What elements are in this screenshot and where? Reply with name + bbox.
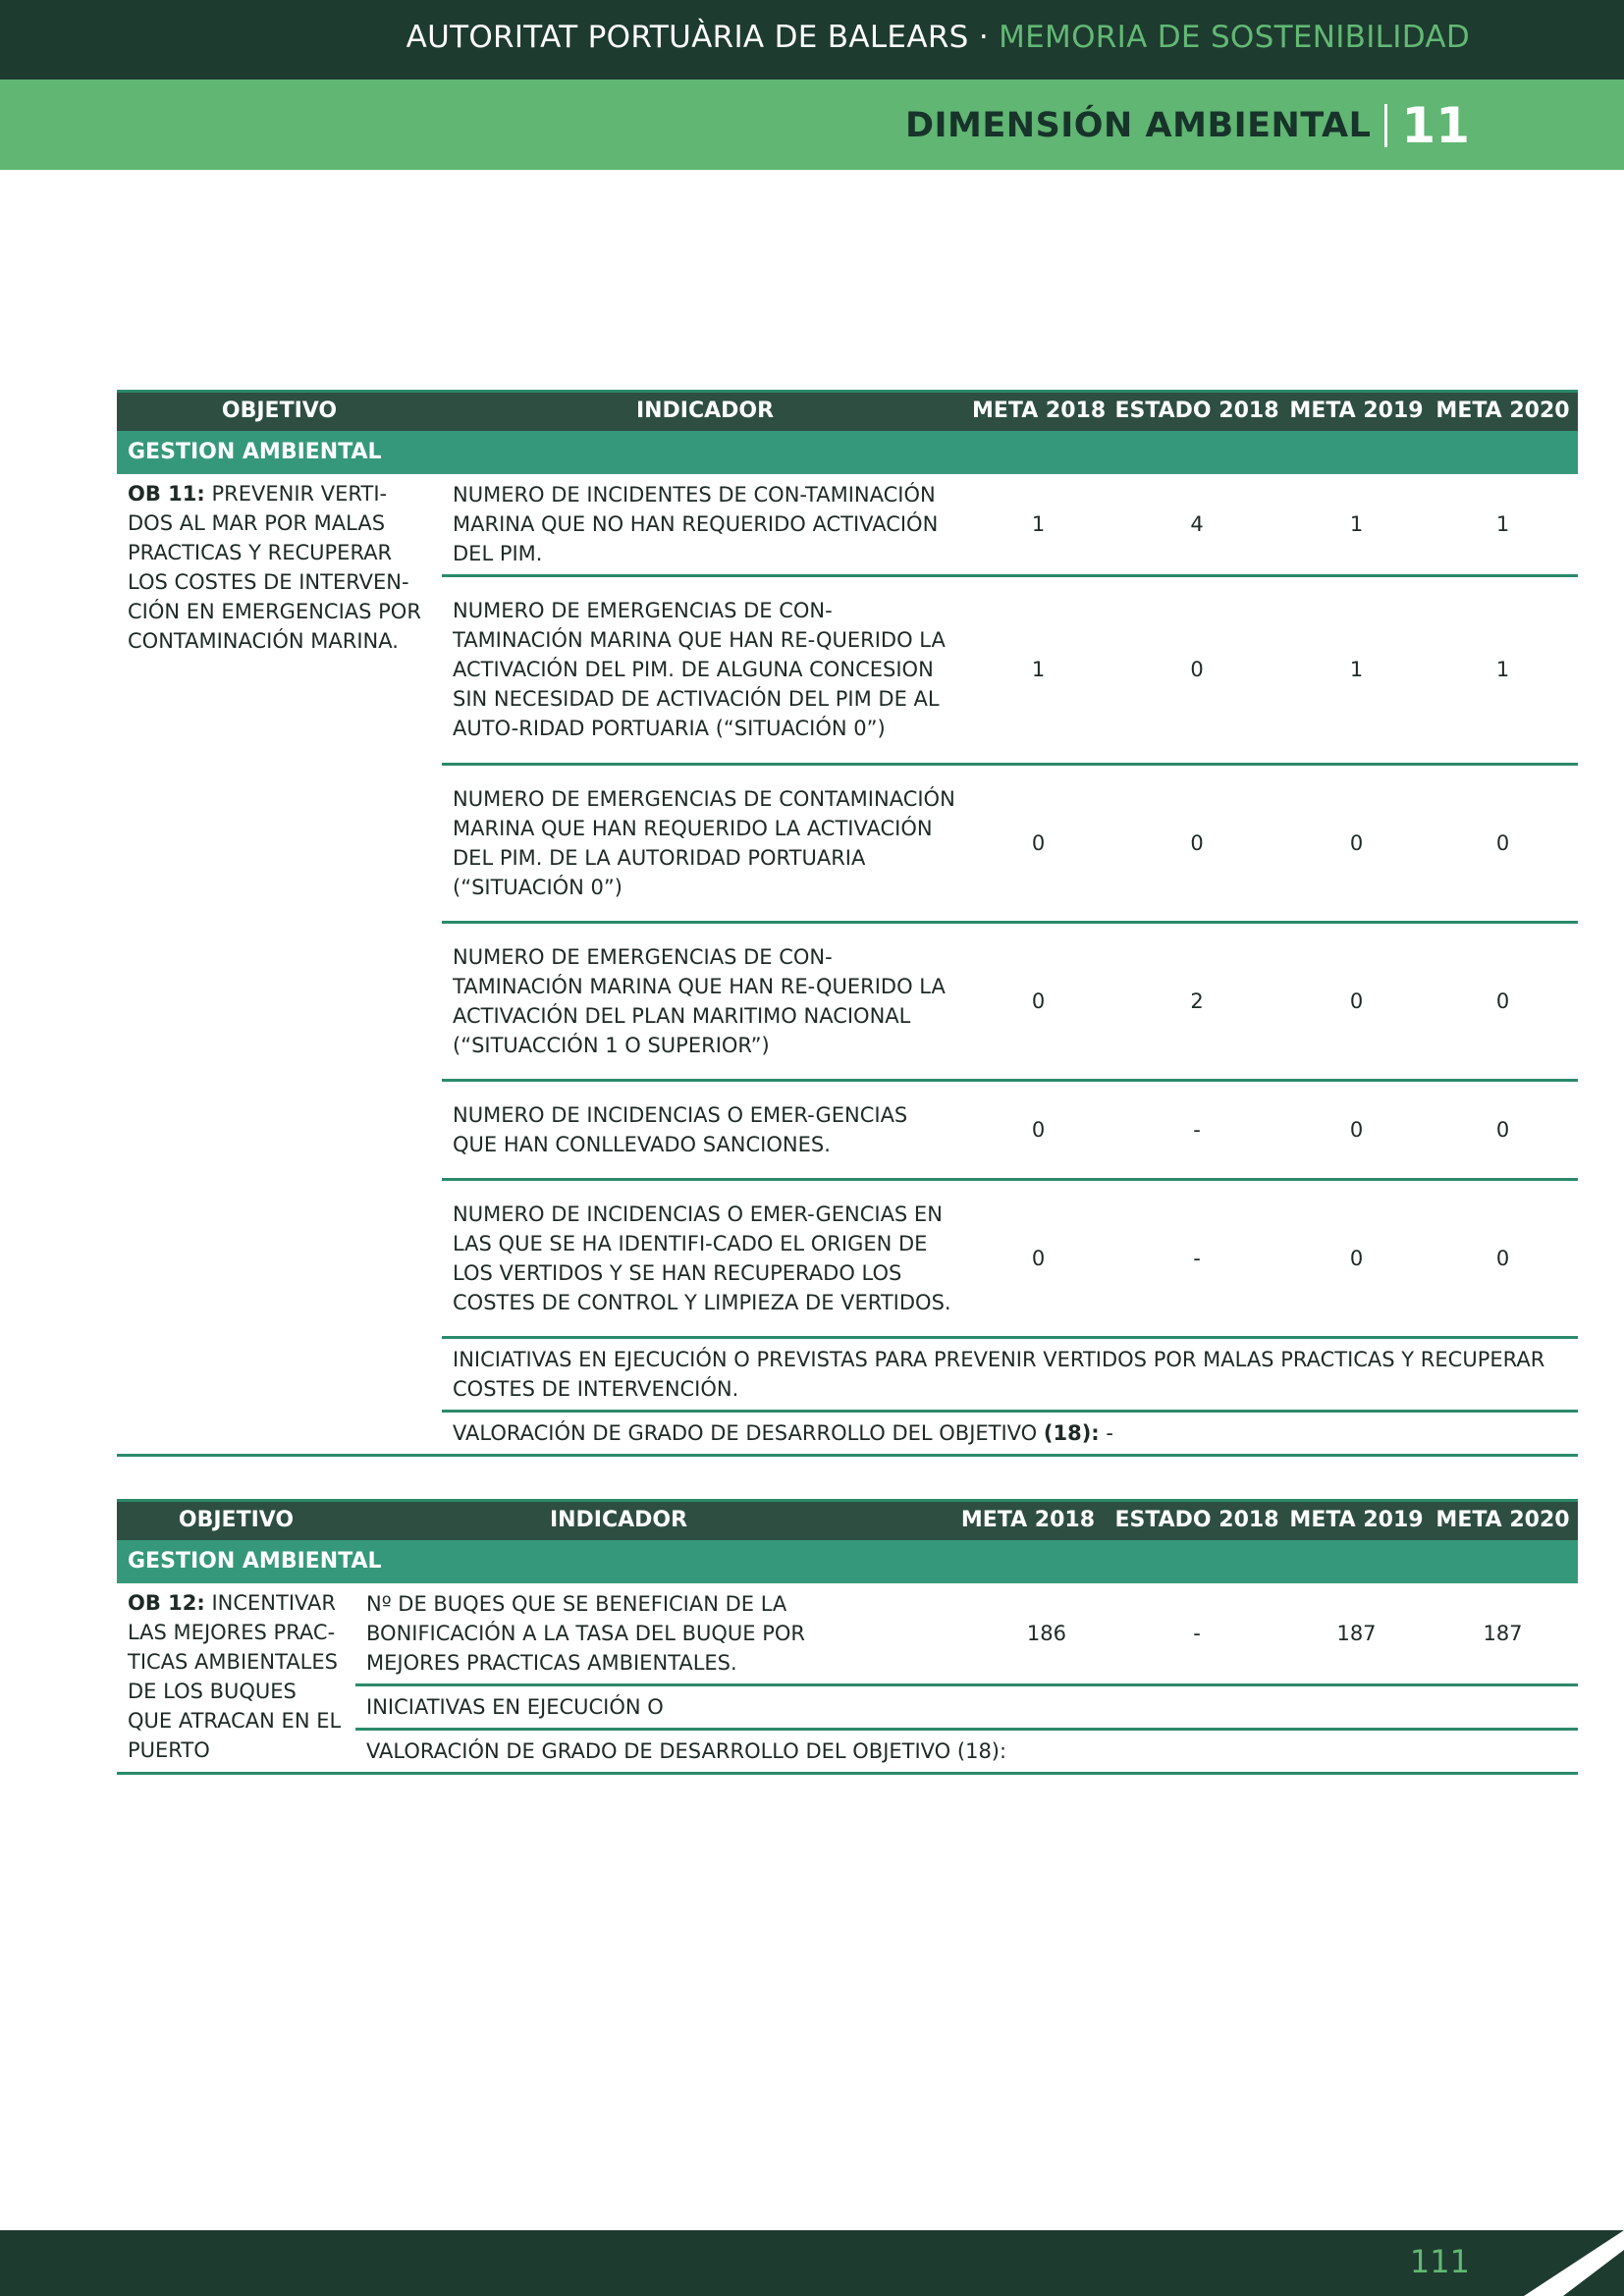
column-header: META 2018: [882, 1501, 1109, 1540]
initiatives-cell: INICIATIVAS EN EJECUCIÓN O: [355, 1684, 1578, 1729]
meta-2019-cell: 0: [1285, 1080, 1428, 1179]
objective-code: OB 12:: [128, 1590, 205, 1615]
meta-2018-cell: 1: [968, 575, 1109, 764]
indicator-cell: NUMERO DE EMERGENCIAS DE CON-TAMINACIÓN MARINA QUE HAN RE-QUERIDO LA ACTIVACIÓN DEL PIM. DE ALGUNA CONCESION SIN NECESIDAD DE ACTIVACIÓN DEL PIM DE AL AUTO-RIDAD PORTUARIA (“SITUACIÓN 0”): [442, 575, 968, 764]
column-header: META 2020: [1428, 392, 1578, 431]
section-divider: [1384, 104, 1387, 147]
objective-table-ob11: [117, 390, 1578, 1457]
meta-2018-cell: 0: [968, 922, 1109, 1080]
valuation-cell: [442, 1411, 1578, 1455]
page-footer-bar: [0, 2230, 1624, 2296]
indicator-cell: NUMERO DE INCIDENTES DE CON-TAMINACIÓN MARINA QUE NO HAN REQUERIDO ACTIVACIÓN DEL PIM.: [442, 474, 968, 576]
valuation-reference: (18):: [1043, 1420, 1100, 1445]
objective-description: PREVENIR VERTI-DOS AL MAR POR MALAS PRACTICAS Y RECUPERAR LOS COSTES DE INTERVEN-CIÓN EN EMERGENCIAS POR CONTAMINACIÓN MARINA.: [128, 481, 421, 653]
section-band: [0, 80, 1624, 170]
corner-stripe-decoration: [1516, 2230, 1624, 2296]
meta-2020-cell: 0: [1428, 1179, 1578, 1337]
report-header-bar: [0, 0, 1624, 80]
meta-2019-cell: 0: [1285, 1179, 1428, 1337]
meta-2018-cell: 0: [968, 1179, 1109, 1337]
meta-2019-cell: 0: [1285, 764, 1428, 922]
column-header: ESTADO 2018: [1109, 1501, 1285, 1540]
meta-2019-cell: 0: [1285, 922, 1428, 1080]
column-header: OBJETIVO: [117, 1501, 355, 1540]
meta-2019-cell: 1: [1285, 575, 1428, 764]
initiatives-cell: INICIATIVAS EN EJECUCIÓN O PREVISTAS PARA PREVENIR VERTIDOS POR MALAS PRACTICAS Y RECUPERAR COSTES DE INTERVENCIÓN.: [442, 1337, 1578, 1411]
estado-2018-cell: -: [1109, 1179, 1285, 1337]
meta-2020-cell: 1: [1428, 474, 1578, 576]
indicator-cell: NUMERO DE INCIDENCIAS O EMER-GENCIAS QUE HAN CONLLEVADO SANCIONES.: [442, 1080, 968, 1179]
page-number: 111: [1409, 2243, 1470, 2280]
group-label: GESTION AMBIENTAL: [117, 431, 1578, 474]
meta-2020-cell: 0: [1428, 1080, 1578, 1179]
group-row: [117, 1540, 1578, 1583]
table-row: [117, 1583, 1578, 1685]
table-header-row: [117, 1501, 1578, 1540]
column-header: INDICADOR: [442, 392, 968, 431]
column-header: META 2020: [1428, 1501, 1578, 1540]
estado-2018-cell: 2: [1109, 922, 1285, 1080]
objective-table-ob12: [117, 1499, 1578, 1775]
column-header: META 2018: [968, 392, 1109, 431]
meta-2018-cell: 186: [882, 1583, 1109, 1685]
meta-2018-cell: 0: [968, 764, 1109, 922]
meta-2019-cell: 1: [1285, 474, 1428, 576]
column-header: INDICADOR: [355, 1501, 882, 1540]
table-header-row: [117, 392, 1578, 431]
objective-cell: [117, 474, 442, 1456]
column-header: OBJETIVO: [117, 392, 442, 431]
section-name: DIMENSIÓN AMBIENTAL: [904, 106, 1372, 145]
section-number: 11: [1401, 97, 1470, 154]
column-header: META 2019: [1285, 392, 1428, 431]
organization-name: AUTORITAT PORTUÀRIA DE BALEARS: [406, 20, 969, 55]
estado-2018-cell: 0: [1109, 764, 1285, 922]
meta-2020-cell: 0: [1428, 764, 1578, 922]
meta-2019-cell: 187: [1285, 1583, 1428, 1685]
meta-2018-cell: 0: [968, 1080, 1109, 1179]
estado-2018-cell: 4: [1109, 474, 1285, 576]
meta-2020-cell: 0: [1428, 922, 1578, 1080]
objective-cell: [117, 1583, 355, 1774]
title-separator: ·: [978, 20, 989, 55]
section-heading: [905, 97, 1470, 154]
meta-2020-cell: 187: [1428, 1583, 1578, 1685]
report-name: MEMORIA DE SOSTENIBILIDAD: [999, 20, 1470, 55]
objective-code: OB 11:: [128, 481, 205, 506]
report-title: [406, 20, 1470, 55]
estado-2018-cell: 0: [1109, 575, 1285, 764]
meta-2018-cell: 1: [968, 474, 1109, 576]
indicator-cell: NUMERO DE EMERGENCIAS DE CONTAMINACIÓN MARINA QUE HAN REQUERIDO LA ACTIVACIÓN DEL PIM. DE LA AUTORIDAD PORTUARIA (“SITUACIÓN 0”): [442, 764, 968, 922]
estado-2018-cell: -: [1109, 1583, 1285, 1685]
group-label: GESTION AMBIENTAL: [117, 1540, 1578, 1583]
indicator-cell: Nº DE BUQES QUE SE BENEFICIAN DE LA BONIFICACIÓN A LA TASA DEL BUQUE POR MEJORES PRACTICAS AMBIENTALES.: [355, 1583, 882, 1685]
valuation-cell: VALORACIÓN DE GRADO DE DESARROLLO DEL OBJETIVO (18):: [355, 1729, 1578, 1773]
indicator-cell: NUMERO DE EMERGENCIAS DE CON-TAMINACIÓN MARINA QUE HAN RE-QUERIDO LA ACTIVACIÓN DEL PLAN MARITIMO NACIONAL (“SITUACCIÓN 1 O SUPERIOR”): [442, 922, 968, 1080]
column-header: META 2019: [1285, 1501, 1428, 1540]
column-header: ESTADO 2018: [1109, 392, 1285, 431]
valuation-label: VALORACIÓN DE GRADO DE DESARROLLO DEL OBJETIVO: [453, 1420, 1044, 1445]
table-row: [117, 474, 1578, 576]
valuation-value: -: [1099, 1420, 1113, 1445]
group-row: [117, 431, 1578, 474]
objective-description: INCENTIVAR LAS MEJORES PRAC-TICAS AMBIENTALES DE LOS BUQUES QUE ATRACAN EN EL PUERTO: [128, 1590, 342, 1762]
indicator-cell: NUMERO DE INCIDENCIAS O EMER-GENCIAS EN LAS QUE SE HA IDENTIFI-CADO EL ORIGEN DE LOS VERTIDOS Y SE HAN RECUPERADO LOS COSTES DE CONTROL Y LIMPIEZA DE VERTIDOS.: [442, 1179, 968, 1337]
meta-2020-cell: 1: [1428, 575, 1578, 764]
estado-2018-cell: -: [1109, 1080, 1285, 1179]
